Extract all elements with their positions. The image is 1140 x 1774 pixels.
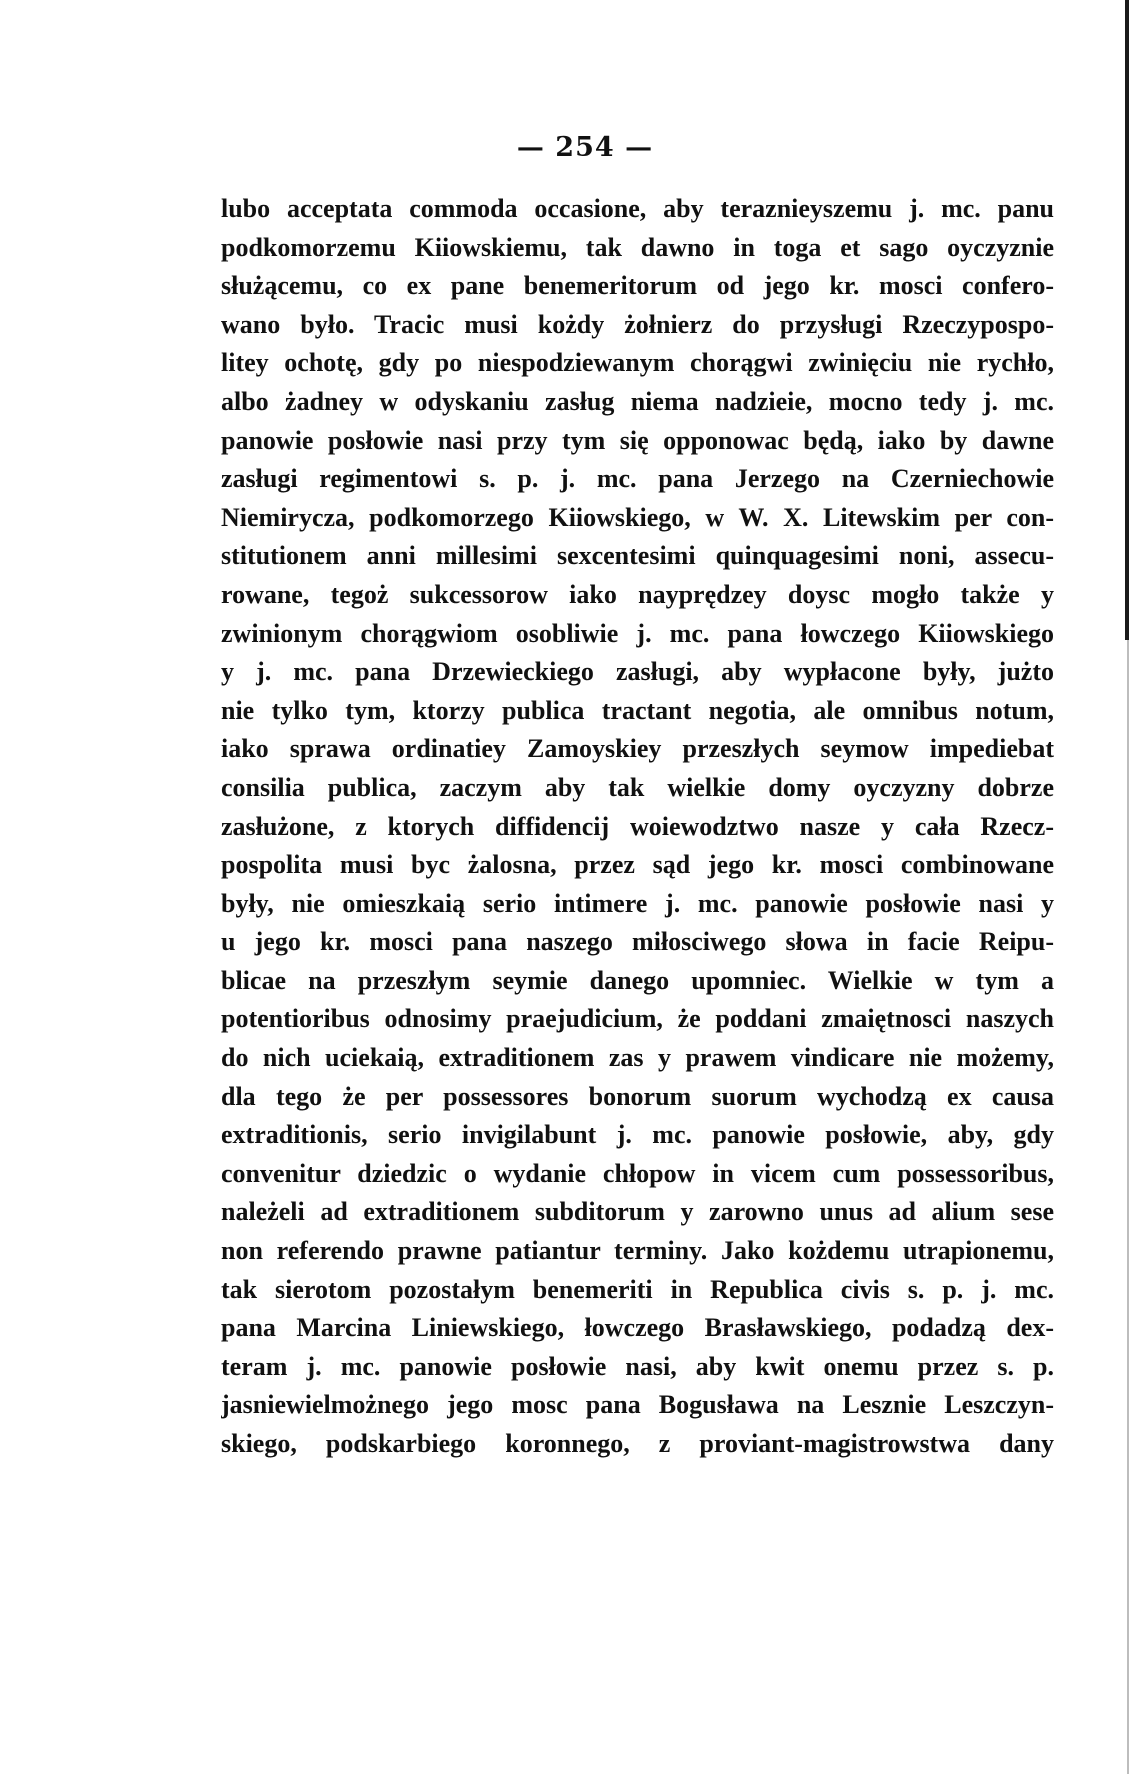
text-line: litey ochotę, gdy po niespodziewanym chorągwi zwinięciu nie rychło, bbox=[221, 348, 1054, 378]
text-line: pospolita musi byc żalosna, przez sąd jego kr. mosci combinowane bbox=[221, 850, 1054, 880]
text-line: albo żadney w odyskaniu zasług niema nadzieie, mocno tedy j. mc. bbox=[221, 386, 1054, 416]
text-line: teram j. mc. panowie posłowie nasi, aby kwit onemu przez s. p. bbox=[221, 1351, 1054, 1381]
page-number: — 254 — bbox=[516, 132, 654, 163]
text-line: rowane, tegoż sukcessorow iako nayprędzey doysc mogło także y bbox=[221, 579, 1054, 609]
text-line: nie tylko tym, ktorzy publica tractant negotia, ale omnibus notum, bbox=[221, 695, 1054, 725]
text-line: potentioribus odnosimy praejudicium, że poddani zmaiętnosci naszych bbox=[221, 1004, 1054, 1034]
text-line: lubo acceptata commoda occasione, aby teraznieyszemu j. mc. panu bbox=[221, 194, 1054, 223]
text-line: służącemu, co ex pane benemeritorum od jego kr. mosci confero- bbox=[221, 271, 1054, 301]
text-line: skiego, podskarbiego koronnego, z proviant-magistrowstwa dany bbox=[221, 1429, 1054, 1458]
text-line: były, nie omieszkaią serio intimere j. mc. panowie posłowie nasi y bbox=[221, 888, 1054, 918]
page-edge-shadow bbox=[1125, 0, 1129, 640]
text-line: convenitur dziedzic o wydanie chłopow in vicem cum possessoribus, bbox=[221, 1158, 1054, 1188]
body-text bbox=[221, 190, 1054, 1464]
text-line: tak sierotom pozostałym benemeriti in Republica civis s. p. j. mc. bbox=[221, 1274, 1054, 1304]
text-line: należeli ad extraditionem subditorum y zarowno unus ad alium sese bbox=[221, 1197, 1054, 1227]
text-line: blicae na przeszłym seymie danego upomniec. Wielkie w tym a bbox=[221, 965, 1054, 995]
text-line: iako sprawa ordinatiey Zamoyskiey przeszłych seymow impediebat bbox=[221, 734, 1054, 764]
text-line: zasłużone, z ktorych diffidencij woiewodztwo nasze y cała Rzecz- bbox=[221, 811, 1054, 841]
text-line: pana Marcina Liniewskiego, łowczego Brasławskiego, podadzą dex- bbox=[221, 1313, 1054, 1343]
page-edge-shadow-lower bbox=[1127, 640, 1129, 1774]
text-line: y j. mc. pana Drzewieckiego zasługi, aby wypłacone były, jużto bbox=[221, 657, 1054, 687]
text-line: jasniewielmożnego jego mosc pana Bogusława na Lesznie Leszczyn- bbox=[221, 1390, 1054, 1420]
text-line: wano było. Tracic musi kożdy żołnierz do przysługi Rzeczypospo- bbox=[221, 309, 1054, 339]
text-line: do nich uciekaią, extraditionem zas y prawem vindicare nie możemy, bbox=[221, 1043, 1054, 1073]
text-line: panowie posłowie nasi przy tym się opponowac będą, iako by dawne bbox=[221, 425, 1054, 455]
text-line: u jego kr. mosci pana naszego miłosciwego słowa in facie Reipu- bbox=[221, 927, 1054, 957]
text-line: dla tego że per possessores bonorum suorum wychodzą ex causa bbox=[221, 1081, 1054, 1111]
text-line: zasługi regimentowi s. p. j. mc. pana Jerzego na Czerniechowie bbox=[221, 464, 1054, 494]
text-line: zwinionym chorągwiom osobliwie j. mc. pana łowczego Kiiowskiego bbox=[221, 618, 1054, 648]
text-line: Niemirycza, podkomorzego Kiiowskiego, w W. X. Litewskim per con- bbox=[221, 502, 1054, 532]
text-line: stitutionem anni millesimi sexcentesimi quinquagesimi noni, assecu- bbox=[221, 541, 1054, 571]
text-line: consilia publica, zaczym aby tak wielkie domy oyczyzny dobrze bbox=[221, 772, 1054, 802]
text-line: podkomorzemu Kiiowskiemu, tak dawno in toga et sago oyczyznie bbox=[221, 232, 1054, 262]
text-line: non referendo prawne patiantur terminy. Jako kożdemu utrapionemu, bbox=[221, 1236, 1054, 1266]
text-line: extraditionis, serio invigilabunt j. mc. panowie posłowie, aby, gdy bbox=[221, 1120, 1054, 1150]
